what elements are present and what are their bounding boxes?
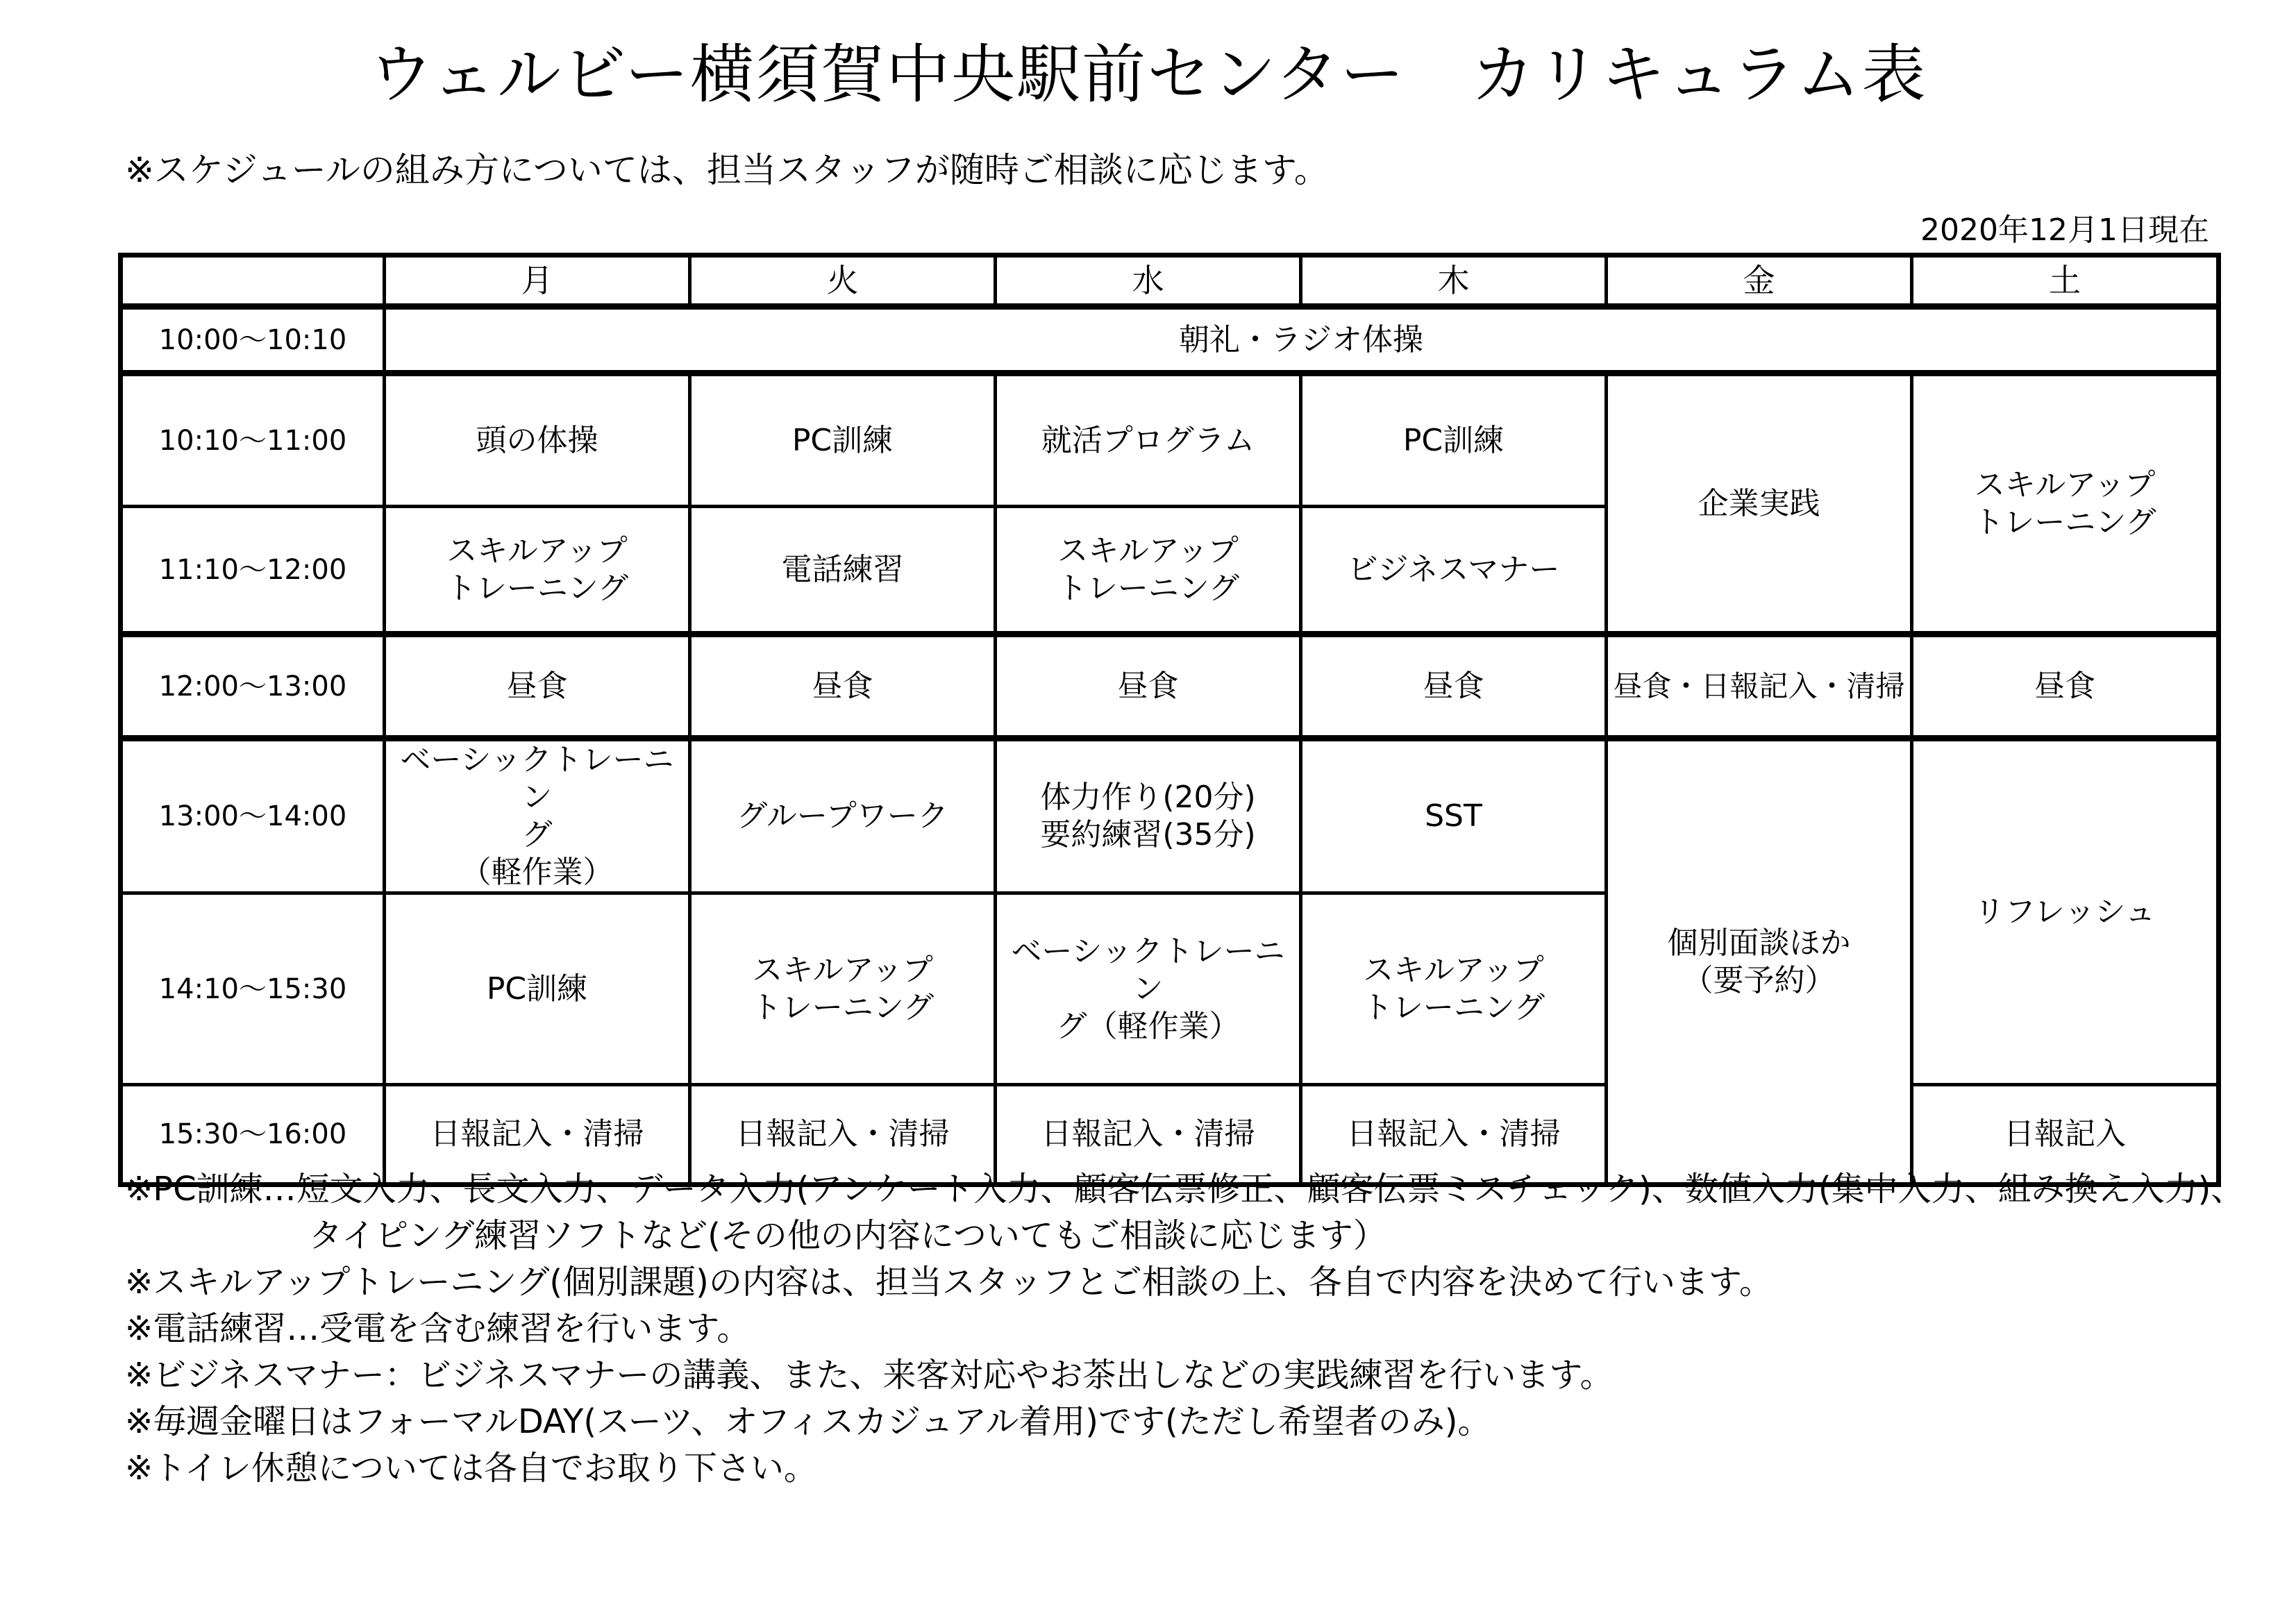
footnote-business-manners: ※ビジネスマナー：ビジネスマナーの講義、また、来客対応やお茶出しなどの実践練習を行います。 xyxy=(125,1356,1614,1395)
schedule-cell-thu: PC訓練 xyxy=(1301,373,1607,507)
schedule-cell-mon: PC訓練 xyxy=(385,893,690,1085)
table-row xyxy=(121,373,2219,507)
schedule-cell-thu: 日報記入・清掃 xyxy=(1301,1085,1607,1185)
day-header-tue: 火 xyxy=(690,255,996,307)
curriculum-table xyxy=(118,253,2221,1187)
table-header-row xyxy=(121,255,2219,307)
day-header-mon: 月 xyxy=(385,255,690,307)
table-row xyxy=(121,739,2219,893)
schedule-cell-tue: PC訓練 xyxy=(690,373,996,507)
schedule-cell-sat: リフレッシュ xyxy=(1912,739,2219,1085)
schedule-note: ※スケジュールの組み方については、担当スタッフが随時ご相談に応じます。 xyxy=(125,150,1329,190)
schedule-cell-tue: 昼食 xyxy=(690,634,996,739)
morning-assembly-cell: 朝礼・ラジオ体操 xyxy=(385,307,2219,373)
day-header-thu: 木 xyxy=(1301,255,1607,307)
schedule-cell-wed: 昼食 xyxy=(996,634,1301,739)
schedule-cell-wed: 体力作り(20分) 要約練習(35分) xyxy=(996,739,1301,893)
schedule-cell-mon: ベーシックトレーニン グ （軽作業） xyxy=(385,739,690,893)
schedule-cell-mon: スキルアップ トレーニング xyxy=(385,507,690,634)
footnote-pc-training: ※PC訓練…短文入力、長文入力、データ入力(アンケート入力、顧客伝票修正、顧客伝票ミスチェック)、数値入力(集中入力、組み換え入力)、 xyxy=(125,1170,2245,1209)
time-cell: 10:00～10:10 xyxy=(121,307,385,373)
time-cell: 12:00～13:00 xyxy=(121,634,385,739)
schedule-cell-fri: 個別面談ほか （要予約） xyxy=(1607,739,1912,1185)
schedule-cell-fri: 昼食・日報記入・清掃 xyxy=(1607,634,1912,739)
time-cell: 14:10～15:30 xyxy=(121,893,385,1085)
time-cell: 10:10～11:00 xyxy=(121,373,385,507)
page-title: ウェルビー横須賀中央駅前センター カリキュラム表 xyxy=(369,37,1927,112)
schedule-cell-thu: 昼食 xyxy=(1301,634,1607,739)
schedule-cell-sat: 日報記入 xyxy=(1912,1085,2219,1185)
schedule-cell-wed: 日報記入・清掃 xyxy=(996,1085,1301,1185)
day-header-wed: 水 xyxy=(996,255,1301,307)
schedule-cell-tue: 日報記入・清掃 xyxy=(690,1085,996,1185)
footnote-pc-training-cont: タイピング練習ソフトなど(その他の内容についてもご相談に応じます） xyxy=(309,1216,1386,1255)
schedule-cell-mon: 昼食 xyxy=(385,634,690,739)
header-corner-cell xyxy=(121,255,385,307)
as-of-date: 2020年12月1日現在 xyxy=(1920,212,2209,248)
schedule-cell-tue: 電話練習 xyxy=(690,507,996,634)
footnote-restroom-break: ※トイレ休憩については各自でお取り下さい。 xyxy=(125,1449,817,1488)
time-cell: 13:00～14:00 xyxy=(121,739,385,893)
schedule-cell-mon: 日報記入・清掃 xyxy=(385,1085,690,1185)
schedule-cell-wed: ベーシックトレーニン グ（軽作業） xyxy=(996,893,1301,1085)
schedule-cell-tue: スキルアップ トレーニング xyxy=(690,893,996,1085)
footnote-skillup: ※スキルアップトレーニング(個別課題)の内容は、担当スタッフとご相談の上、各自で内容を決めて行います。 xyxy=(125,1263,1773,1302)
schedule-cell-sat: スキルアップ トレーニング xyxy=(1912,373,2219,634)
schedule-cell-thu: SST xyxy=(1301,739,1607,893)
table-row xyxy=(121,307,2219,373)
schedule-cell-sat: 昼食 xyxy=(1912,634,2219,739)
schedule-cell-mon: 頭の体操 xyxy=(385,373,690,507)
table-row xyxy=(121,634,2219,739)
schedule-cell-fri: 企業実践 xyxy=(1607,373,1912,634)
schedule-cell-thu: スキルアップ トレーニング xyxy=(1301,893,1607,1085)
footnote-phone-practice: ※電話練習…受電を含む練習を行います。 xyxy=(125,1309,751,1348)
footnote-formal-day: ※毎週金曜日はフォーマルDAY(スーツ、オフィスカジュアル着用)です(ただし希望者のみ)。 xyxy=(125,1402,1491,1441)
day-header-sat: 土 xyxy=(1912,255,2219,307)
footnotes xyxy=(125,1166,2244,1492)
time-cell: 11:10～12:00 xyxy=(121,507,385,634)
schedule-cell-wed: 就活プログラム xyxy=(996,373,1301,507)
time-cell: 15:30～16:00 xyxy=(121,1085,385,1185)
schedule-cell-thu: ビジネスマナー xyxy=(1301,507,1607,634)
schedule-cell-wed: スキルアップ トレーニング xyxy=(996,507,1301,634)
day-header-fri: 金 xyxy=(1607,255,1912,307)
schedule-cell-tue: グループワーク xyxy=(690,739,996,893)
